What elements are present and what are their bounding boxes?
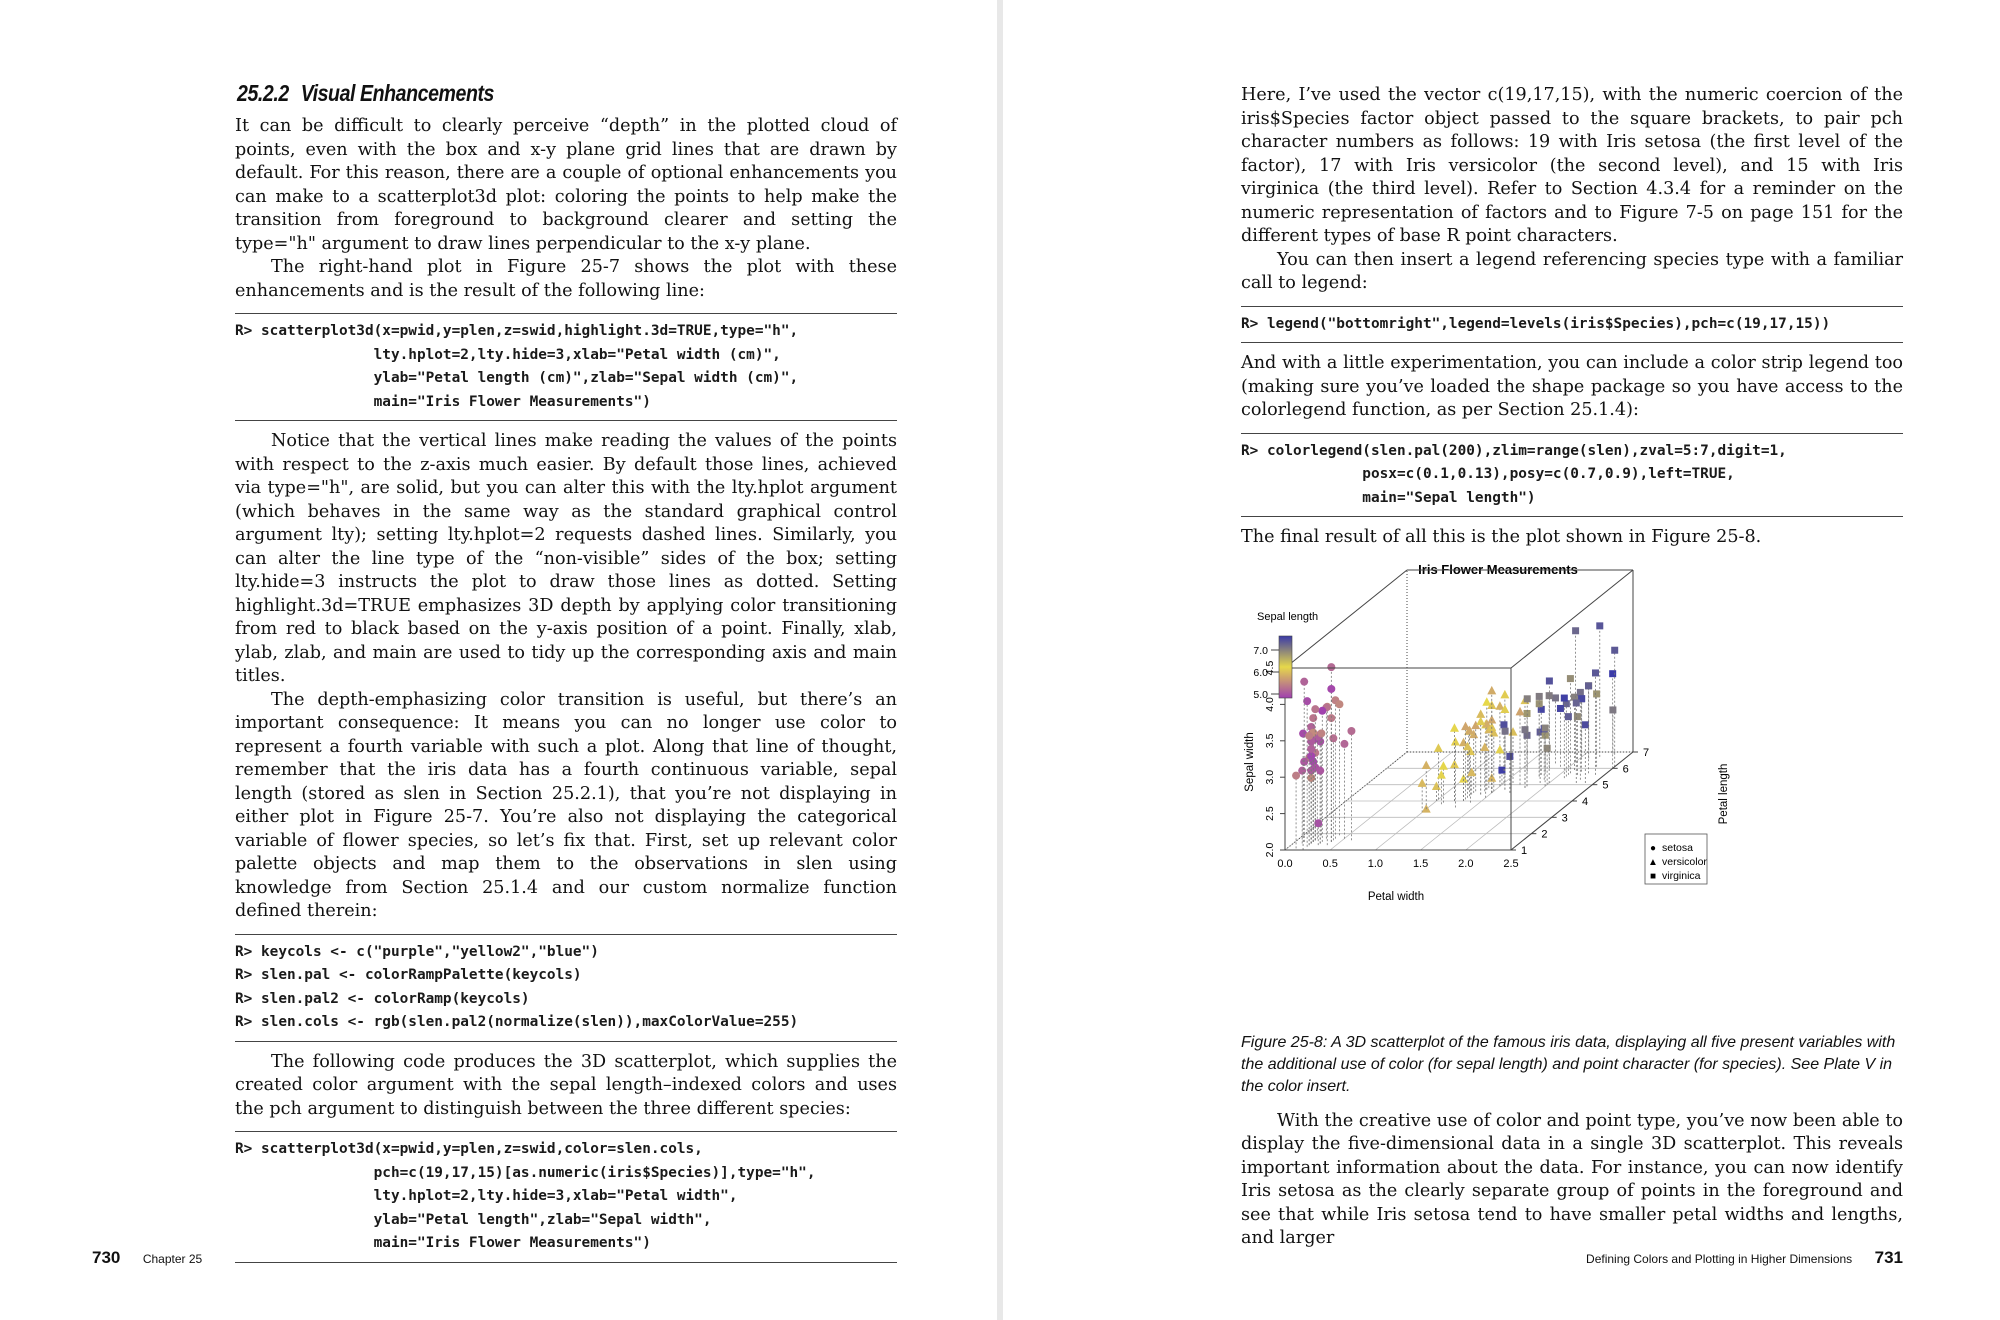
code-line: R> keycols <- c("purple","yellow2","blue")	[235, 943, 599, 960]
figure-caption: Figure 25-8: A 3D scatterplot of the famous iris data, displaying all five present variables with the additional use of color (for sepal length) and point character (for species). See Plate V in the color insert.	[1241, 1033, 1896, 1095]
code-block	[235, 1131, 897, 1263]
right-page	[1003, 0, 2000, 1320]
paragraph: The final result of all this is the plot shown in Figure 25-8.	[1241, 527, 1762, 547]
paragraph: The depth-emphasizing color transition is useful, but there’s an important consequence: It means you can no longer use color to represent a fourth variable with such a plot. Along that line of thought, remember that the iris data has a fourth continuous variable, sepal length (stored as slen in Section 25.2.1), that you’re not displaying in either plot in Figure 25-7. You’re also not displaying the categorical variable of flower species, so let’s fix that. First, set up relevant color palette objects and map them to the observations in slen using knowledge from Section 25.1.4 and our custom normalize function defined therein:	[235, 689, 897, 921]
data-point-setosa	[1327, 663, 1335, 671]
data-point-versicolor	[1516, 706, 1525, 715]
data-point-versicolor	[1439, 761, 1448, 770]
z-tick-label: 3.0	[1264, 769, 1276, 785]
code-line: R> legend("bottomright",legend=levels(iris$Species),pch=c(19,17,15))	[1241, 315, 1831, 332]
data-point-virginica	[1552, 694, 1559, 701]
legend-label: versicolor	[1662, 855, 1707, 868]
data-point-virginica	[1596, 622, 1603, 629]
page-number: 730	[92, 1248, 121, 1267]
paragraph: The right-hand plot in Figure 25-7 shows the plot with these enhancements and is the result of the following line:	[235, 257, 897, 301]
left-page	[0, 0, 997, 1320]
code-line: R> scatterplot3d(x=pwid,y=plen,z=swid,highlight.3d=TRUE,type="h",	[235, 323, 799, 339]
data-point-virginica	[1572, 627, 1579, 634]
data-point-virginica	[1611, 646, 1618, 653]
paragraph: The following code produces the 3D scatterplot, which supplies the created color argument with the sepal length–indexed colors and uses the pch argument to distinguish between the three different species:	[235, 1051, 897, 1119]
z-tick-label: 4.5	[1264, 660, 1276, 675]
data-point-virginica	[1574, 713, 1581, 720]
data-point-versicolor	[1461, 721, 1470, 730]
colorlegend-tick-label: 6.0	[1253, 666, 1268, 679]
data-point-versicolor	[1509, 727, 1518, 736]
z-axis-label: Sepal width	[1244, 731, 1256, 792]
data-point-virginica	[1609, 706, 1616, 713]
data-point-virginica	[1593, 690, 1600, 697]
data-point-setosa	[1292, 771, 1300, 779]
data-point-virginica	[1561, 694, 1568, 701]
z-tick-label: 3.5	[1264, 732, 1276, 748]
data-point-virginica	[1585, 682, 1592, 689]
legend-symbol: ▲	[1648, 856, 1658, 868]
code-block	[1241, 306, 1903, 344]
colorlegend-title: Sepal length	[1257, 610, 1319, 623]
data-point-setosa	[1300, 677, 1308, 685]
code-line: R> slen.cols <- rgb(slen.pal2(normalize(slen)),maxColorValue=255)	[235, 1014, 799, 1030]
right-footer	[1586, 1248, 1903, 1268]
data-point-versicolor	[1418, 778, 1427, 787]
data-point-virginica	[1582, 721, 1589, 728]
data-point-versicolor	[1487, 685, 1496, 694]
x-tick-label: 0.0	[1277, 857, 1293, 870]
data-point-virginica	[1506, 752, 1513, 759]
y-tick-label: 3	[1561, 811, 1568, 824]
data-point-virginica	[1592, 669, 1599, 676]
x-tick-label: 1.0	[1367, 857, 1384, 870]
data-point-virginica	[1567, 675, 1574, 682]
data-point-versicolor	[1476, 709, 1485, 718]
legend-symbol: ■	[1649, 870, 1657, 882]
colorlegend-tick-label: 7.0	[1253, 644, 1268, 657]
code-line: lty.hplot=2,lty.hide=3,xlab="Petal width (cm)",	[235, 346, 781, 363]
data-point-setosa	[1309, 714, 1317, 722]
code-line: R> colorlegend(slen.pal(200),zlim=range(slen),zval=5:7,digit=1,	[1241, 442, 1787, 459]
data-point-versicolor	[1434, 743, 1443, 752]
code-block	[235, 934, 897, 1042]
z-tick-label: 2.0	[1264, 842, 1276, 857]
left-footer	[92, 1248, 202, 1268]
code-line: R> slen.pal2 <- colorRamp(keycols)	[235, 990, 530, 1007]
data-point-virginica	[1542, 724, 1549, 731]
code-line: lty.hplot=2,lty.hide=3,xlab="Petal width",	[235, 1188, 738, 1204]
data-point-virginica	[1502, 727, 1509, 734]
data-point-setosa	[1335, 700, 1343, 708]
legend-label: virginica	[1662, 869, 1701, 882]
data-point-versicolor	[1451, 737, 1460, 746]
chart-title: Iris Flower Measurements	[1418, 561, 1578, 577]
legend-symbol: ●	[1649, 842, 1657, 854]
x-tick-label: 0.5	[1322, 857, 1338, 870]
colorlegend-strip	[1279, 636, 1292, 698]
data-point-versicolor	[1432, 781, 1441, 790]
figure-25-8	[1241, 558, 1903, 1028]
z-tick-label: 2.5	[1264, 805, 1276, 821]
paragraph: It can be difficult to clearly perceive “depth” in the plotted cloud of points, even with the box and x-y plane grid lines that are drawn by default. For this reason, there are a couple of optional enhancements you can make to a scatterplot3d plot: coloring the points to help make the transition from foreground to background clearer and setting the type="h" argument to draw lines perpendicular to the x-y plane.	[235, 116, 897, 254]
page-number: 731	[1874, 1248, 1903, 1267]
right-column	[1241, 84, 1903, 1251]
scatterplot-3d	[1241, 558, 1903, 1028]
code-line: R> scatterplot3d(x=pwid,y=plen,z=swid,color=slen.cols,	[235, 1141, 703, 1157]
section-heading	[237, 80, 798, 107]
paragraph: And with a little experimentation, you can include a color strip legend too (making sure you’ve loaded the shape package so you have access to the colorlegend function, as per Section 25.1.4):	[1241, 353, 1903, 420]
legend-label: setosa	[1662, 841, 1693, 854]
data-point-virginica	[1546, 677, 1553, 684]
paragraph: Notice that the vertical lines make reading the values of the points with respect to the z-axis much easier. By default those lines, achieved via type="h", are solid, but you can alter this with the lty.hplot argument (which behaves in the same way as the standard graphical control argument lty); setting lty.hplot=2 requests dashed lines. Similarly, you can alter the line type of the “non-visible” sides of the box; setting lty.hide=3 instructs the plot to draw those lines as dotted. Setting highlight.3d=TRUE emphasizes 3D depth by applying color transitioning from red to black based on the y-axis position of a point. Finally, xlab, ylab, zlab, and main are used to tidy up the corresponding axis and main titles.	[235, 431, 897, 686]
y-tick-label: 5	[1602, 779, 1609, 792]
paragraph: You can then insert a legend referencing species type with a familiar call to legend:	[1241, 249, 1903, 293]
data-point-virginica	[1557, 704, 1564, 711]
data-point-setosa	[1305, 731, 1313, 739]
x-tick-label: 1.5	[1412, 857, 1429, 870]
data-point-setosa	[1311, 705, 1319, 713]
paragraph: With the creative use of color and point type, you’ve now been able to display the five-dimensional data in a single 3D scatterplot. This reveals important information about the data. For instance, you can now identify Iris setosa as the clearly separate group of points in the foreground and see that while Iris setosa tend to have smaller petal widths and lengths, and larger	[1241, 1110, 1903, 1248]
data-point-virginica	[1577, 688, 1584, 695]
data-point-virginica	[1565, 713, 1572, 720]
colorlegend-tick-label: 5.0	[1253, 688, 1268, 701]
data-point-setosa	[1327, 684, 1335, 692]
running-head: Chapter 25	[142, 1252, 203, 1266]
code-line: ylab="Petal length (cm)",zlab="Sepal width (cm)",	[235, 370, 799, 386]
z-tick-label: 4.0	[1264, 696, 1276, 712]
data-point-virginica	[1498, 766, 1505, 773]
data-point-versicolor	[1422, 760, 1431, 769]
data-point-versicolor	[1480, 742, 1489, 751]
data-point-setosa	[1340, 739, 1348, 747]
data-point-setosa	[1318, 706, 1326, 714]
section-title: Visual Enhancements	[300, 80, 495, 106]
data-point-setosa	[1307, 744, 1315, 752]
data-point-versicolor	[1500, 689, 1509, 698]
code-line: ylab="Petal length",zlab="Sepal width",	[235, 1211, 712, 1228]
left-column	[235, 78, 897, 1272]
code-line: main="Iris Flower Measurements")	[235, 1235, 651, 1251]
code-block	[1241, 433, 1903, 518]
data-point-virginica	[1573, 699, 1580, 706]
data-point-versicolor	[1495, 744, 1504, 753]
data-point-setosa	[1316, 766, 1324, 774]
data-point-setosa	[1317, 729, 1325, 737]
code-line: R> slen.pal <- colorRampPalette(keycols)	[235, 967, 582, 983]
paragraph: Here, I’ve used the vector c(19,17,15), with the numeric coercion of the iris$Species factor object passed to the square brackets, to pair pch character numbers as follows: 19 with Iris setosa (the first level of the factor), 17 with Iris versicolor (the second level), and 15 with Iris virginica (the third level). Refer to Section 4.3.4 for a reminder on the numeric representation of factors and to Figure 7-5 on page 151 for the different types of base R point characters.	[1241, 85, 1903, 246]
x-axis-label: Petal width	[1367, 890, 1425, 903]
data-point-versicolor	[1450, 723, 1459, 732]
code-line: posx=c(0.1,0.13),posy=c(0.7,0.9),left=TRUE,	[1241, 466, 1735, 482]
y-tick-label: 2	[1541, 828, 1548, 841]
code-line: main="Iris Flower Measurements")	[235, 393, 651, 410]
code-line: main="Sepal length")	[1241, 489, 1536, 506]
data-point-virginica	[1536, 692, 1543, 699]
y-tick-label: 1	[1521, 844, 1528, 857]
y-tick-label: 4	[1582, 795, 1589, 808]
data-point-virginica	[1500, 721, 1507, 728]
data-point-setosa	[1347, 727, 1355, 735]
x-tick-label: 2.5	[1503, 857, 1519, 870]
data-point-versicolor	[1476, 716, 1485, 725]
y-tick-label: 6	[1622, 762, 1629, 775]
data-point-setosa	[1329, 734, 1337, 742]
x-tick-label: 2.0	[1458, 857, 1474, 870]
data-point-virginica	[1524, 695, 1531, 702]
code-line: pch=c(19,17,15)[as.numeric(iris$Species)],type="h",	[235, 1164, 816, 1181]
y-tick-label: 7	[1643, 746, 1650, 759]
y-axis-label: Petal length	[1718, 763, 1730, 824]
data-point-virginica	[1609, 670, 1616, 677]
section-number: 25.2.2	[237, 80, 289, 106]
running-head: Defining Colors and Plotting in Higher Dimensions	[1586, 1252, 1853, 1266]
code-block	[235, 313, 897, 421]
